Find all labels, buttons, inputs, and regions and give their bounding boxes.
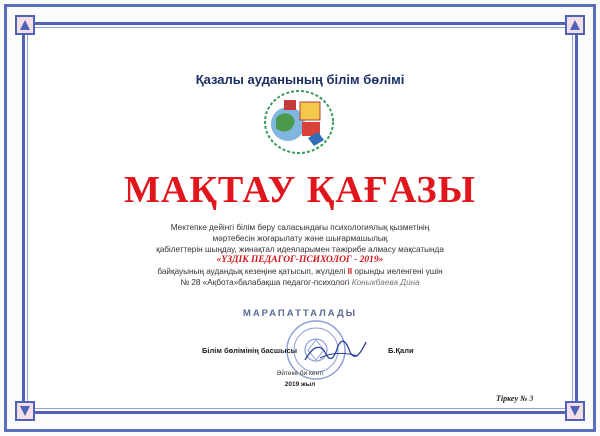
body-line: қабілеттерін шыңдау, жинақтал идеяларымен тәжірибе алмасу мақсатында — [156, 245, 444, 254]
body-text: орынды иеленгені үшін — [354, 267, 443, 276]
body-line — [70, 266, 530, 277]
body-text: № 28 «Ақбота»балабақша педагог-психологі — [180, 278, 350, 287]
body-line: мәртебесін жоғарылату және шығармашылық — [212, 234, 388, 243]
registration-number — [496, 394, 533, 403]
body-text: байқауының аудандық кезеңіне қатысып, жүлделі — [157, 267, 346, 276]
body-line: Мектепке дейінгі білім беру саласындағы психологиялық қызметінің — [170, 223, 430, 232]
signature-mark — [300, 330, 370, 370]
signer-name: Б.Қали — [388, 346, 414, 355]
corner-ornament-icon — [14, 400, 36, 422]
body-line — [70, 277, 530, 288]
signer-title: Білім бөлімінің басшысы — [202, 346, 298, 355]
recipient-name: Коныкбаева Дина — [351, 278, 420, 287]
education-emblem-icon — [262, 88, 336, 156]
corner-ornament-icon — [564, 400, 586, 422]
registration-label: Тіркеу № — [496, 394, 528, 403]
issue-place: Әйтеке би кенті — [276, 370, 324, 377]
awarded-label: МАРАПАТТАЛАДЫ — [242, 308, 358, 319]
place-number: ІІ — [347, 267, 353, 276]
corner-ornament-icon — [564, 14, 586, 36]
department-heading: Қазалы ауданының білім бөлімі — [195, 72, 405, 87]
certificate-title: МАҚТАУ ҚАҒАЗЫ — [124, 169, 476, 211]
certificate-body — [70, 222, 530, 288]
registration-value: 3 — [529, 394, 534, 403]
issue-year: 2019 жыл — [284, 381, 316, 388]
corner-ornament-icon — [14, 14, 36, 36]
contest-name: «ҮЗДІК ПЕДАГОГ-ПСИХОЛОГ - 2019» — [216, 255, 384, 265]
